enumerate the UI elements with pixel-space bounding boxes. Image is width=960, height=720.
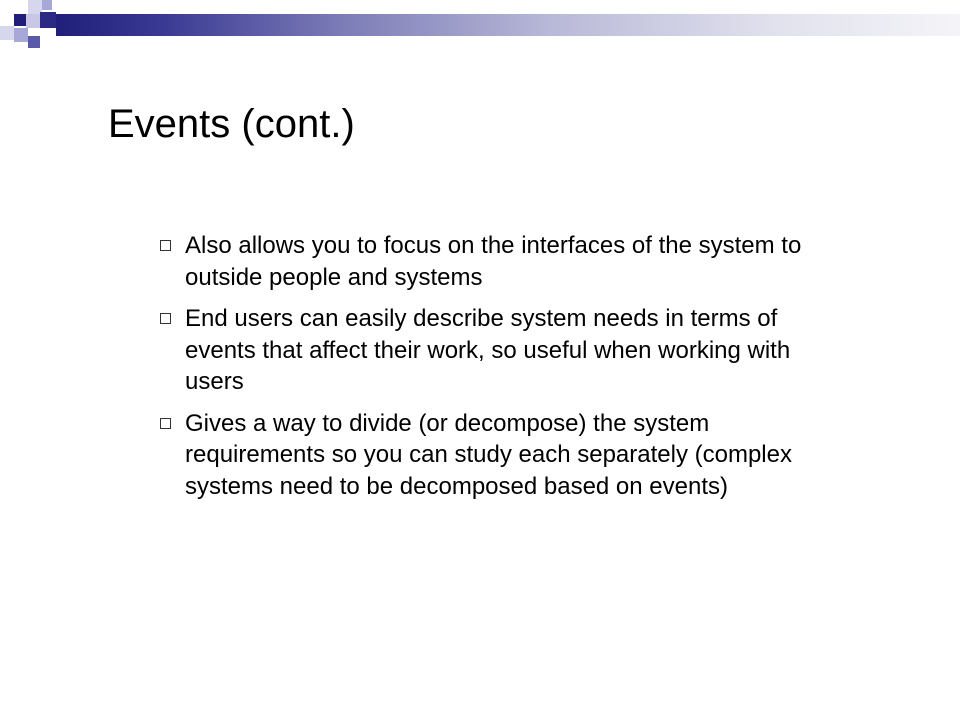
decor-square-pale bbox=[0, 26, 14, 40]
bullet-item bbox=[160, 303, 820, 398]
decor-square-light bbox=[14, 28, 28, 42]
bullet-text: End users can easily describe system needs in terms of events that affect their work, so useful when working with users bbox=[185, 305, 791, 395]
decor-square-pale bbox=[26, 14, 40, 28]
hollow-square-bullet-icon bbox=[160, 313, 171, 324]
decor-square-medium bbox=[28, 36, 40, 48]
bullet-text: Gives a way to divide (or decompose) the system requirements so you can study each separately (complex systems need to be decomposed based on events) bbox=[185, 409, 792, 500]
hollow-square-bullet-icon bbox=[160, 418, 171, 429]
bullet-list bbox=[160, 230, 820, 512]
bullet-text: Also allows you to focus on the interfaces of the system to outside people and systems bbox=[185, 232, 802, 291]
decor-square-navy bbox=[14, 14, 26, 26]
decor-square-light bbox=[42, 0, 52, 10]
hollow-square-bullet-icon bbox=[160, 240, 171, 251]
decor-square-navy bbox=[40, 12, 56, 28]
bullet-item bbox=[160, 408, 820, 503]
slide-title: Events (cont.) bbox=[108, 102, 355, 146]
header-gradient-band bbox=[56, 14, 960, 36]
bullet-item bbox=[160, 230, 820, 293]
